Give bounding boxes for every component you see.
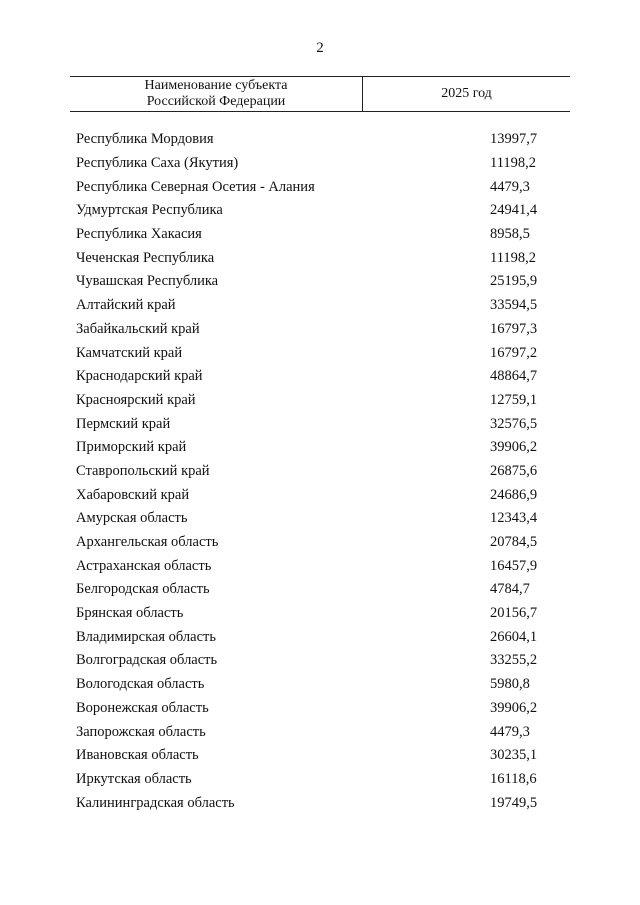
region-name-cell: Брянская область [76,605,184,622]
region-name-cell: Республика Северная Осетия - Алания [76,178,315,195]
table-row [70,152,570,176]
table-row [70,318,570,342]
amount-cell: 8958,5 [490,226,530,243]
region-name-cell: Красноярский край [76,391,196,408]
region-name-cell: Вологодская область [76,676,205,693]
region-name-cell: Иркутская область [76,770,192,787]
header-year: 2025 год [441,86,492,101]
table-row [70,673,570,697]
table-row [70,270,570,294]
region-name-cell: Архангельская область [76,534,219,551]
table-row [70,223,570,247]
region-name-cell: Камчатский край [76,344,183,361]
region-name-cell: Республика Хакасия [76,226,202,243]
table-row [70,436,570,460]
table-row [70,649,570,673]
amount-cell: 39906,2 [490,699,538,716]
amount-cell: 11198,2 [490,155,537,172]
table-row [70,341,570,365]
amount-cell: 33255,2 [490,652,538,669]
table-row [70,602,570,626]
amount-cell: 32576,5 [490,415,538,432]
amount-cell: 16797,3 [490,320,538,337]
table-row [70,744,570,768]
amount-cell: 48864,7 [490,368,538,385]
table-row [70,389,570,413]
region-name-cell: Алтайский край [76,297,176,314]
amount-cell: 30235,1 [490,747,538,764]
amount-cell: 20156,7 [490,605,538,622]
table-row [70,365,570,389]
amount-cell: 4479,3 [490,723,530,740]
amount-cell: 4479,3 [490,178,530,195]
amount-cell: 12343,4 [490,510,538,527]
header-region-name-line1: Наименование субъекта [144,78,288,93]
amount-cell: 12759,1 [490,391,538,408]
region-name-cell: Республика Саха (Якутия) [76,155,239,172]
table-row [70,531,570,555]
amount-cell: 26604,1 [490,628,538,645]
table-row [70,554,570,578]
table-row [70,460,570,484]
region-name-cell: Республика Мордовия [76,131,214,148]
amount-cell: 16797,2 [490,344,538,361]
region-name-cell: Хабаровский край [76,486,190,503]
amount-cell: 24686,9 [490,486,538,503]
table-row [70,578,570,602]
amount-cell: 26875,6 [490,462,538,479]
table-row [70,625,570,649]
amount-cell: 4784,7 [490,581,530,598]
region-name-cell: Удмуртская Республика [76,202,223,219]
subsidy-table [70,76,570,815]
table-row [70,412,570,436]
amount-cell: 19749,5 [490,794,538,811]
region-name-cell: Амурская область [76,510,188,527]
region-name-cell: Приморский край [76,439,187,456]
table-row [70,175,570,199]
region-name-cell: Ивановская область [76,747,199,764]
region-name-cell: Владимирская область [76,628,216,645]
table-row [70,199,570,223]
table-row [70,246,570,270]
header-region-name-line2: Российской Федерации [146,94,286,109]
amount-cell: 25195,9 [490,273,538,290]
amount-cell: 16457,9 [490,557,538,574]
region-name-cell: Чувашская Республика [76,273,219,290]
region-name-cell: Ставропольский край [76,462,210,479]
amount-cell: 33594,5 [490,297,538,314]
header-region-name [70,77,363,111]
amount-cell: 13997,7 [490,131,538,148]
amount-cell: 5980,8 [490,676,530,693]
table-row [70,791,570,815]
region-name-cell: Забайкальский край [76,320,200,337]
table-row [70,768,570,792]
region-name-cell: Запорожская область [76,723,206,740]
region-name-cell: Белгородская область [76,581,210,598]
table-row [70,128,570,152]
amount-cell: 20784,5 [490,534,538,551]
table-row [70,697,570,721]
amount-cell: 16118,6 [490,770,537,787]
region-name-cell: Воронежская область [76,699,209,716]
amount-cell: 11198,2 [490,249,537,266]
amount-cell: 39906,2 [490,439,538,456]
table-body [70,128,570,815]
table-row [70,507,570,531]
table-row [70,294,570,318]
table-row [70,720,570,744]
page-number: 2 [316,40,324,56]
table-row [70,483,570,507]
region-name-cell: Калининградская область [76,794,235,811]
table-header [70,76,570,112]
region-name-cell: Чеченская Республика [76,249,215,266]
region-name-cell: Волгоградская область [76,652,218,669]
region-name-cell: Пермский край [76,415,171,432]
region-name-cell: Краснодарский край [76,368,203,385]
amount-cell: 24941,4 [490,202,538,219]
region-name-cell: Астраханская область [76,557,212,574]
